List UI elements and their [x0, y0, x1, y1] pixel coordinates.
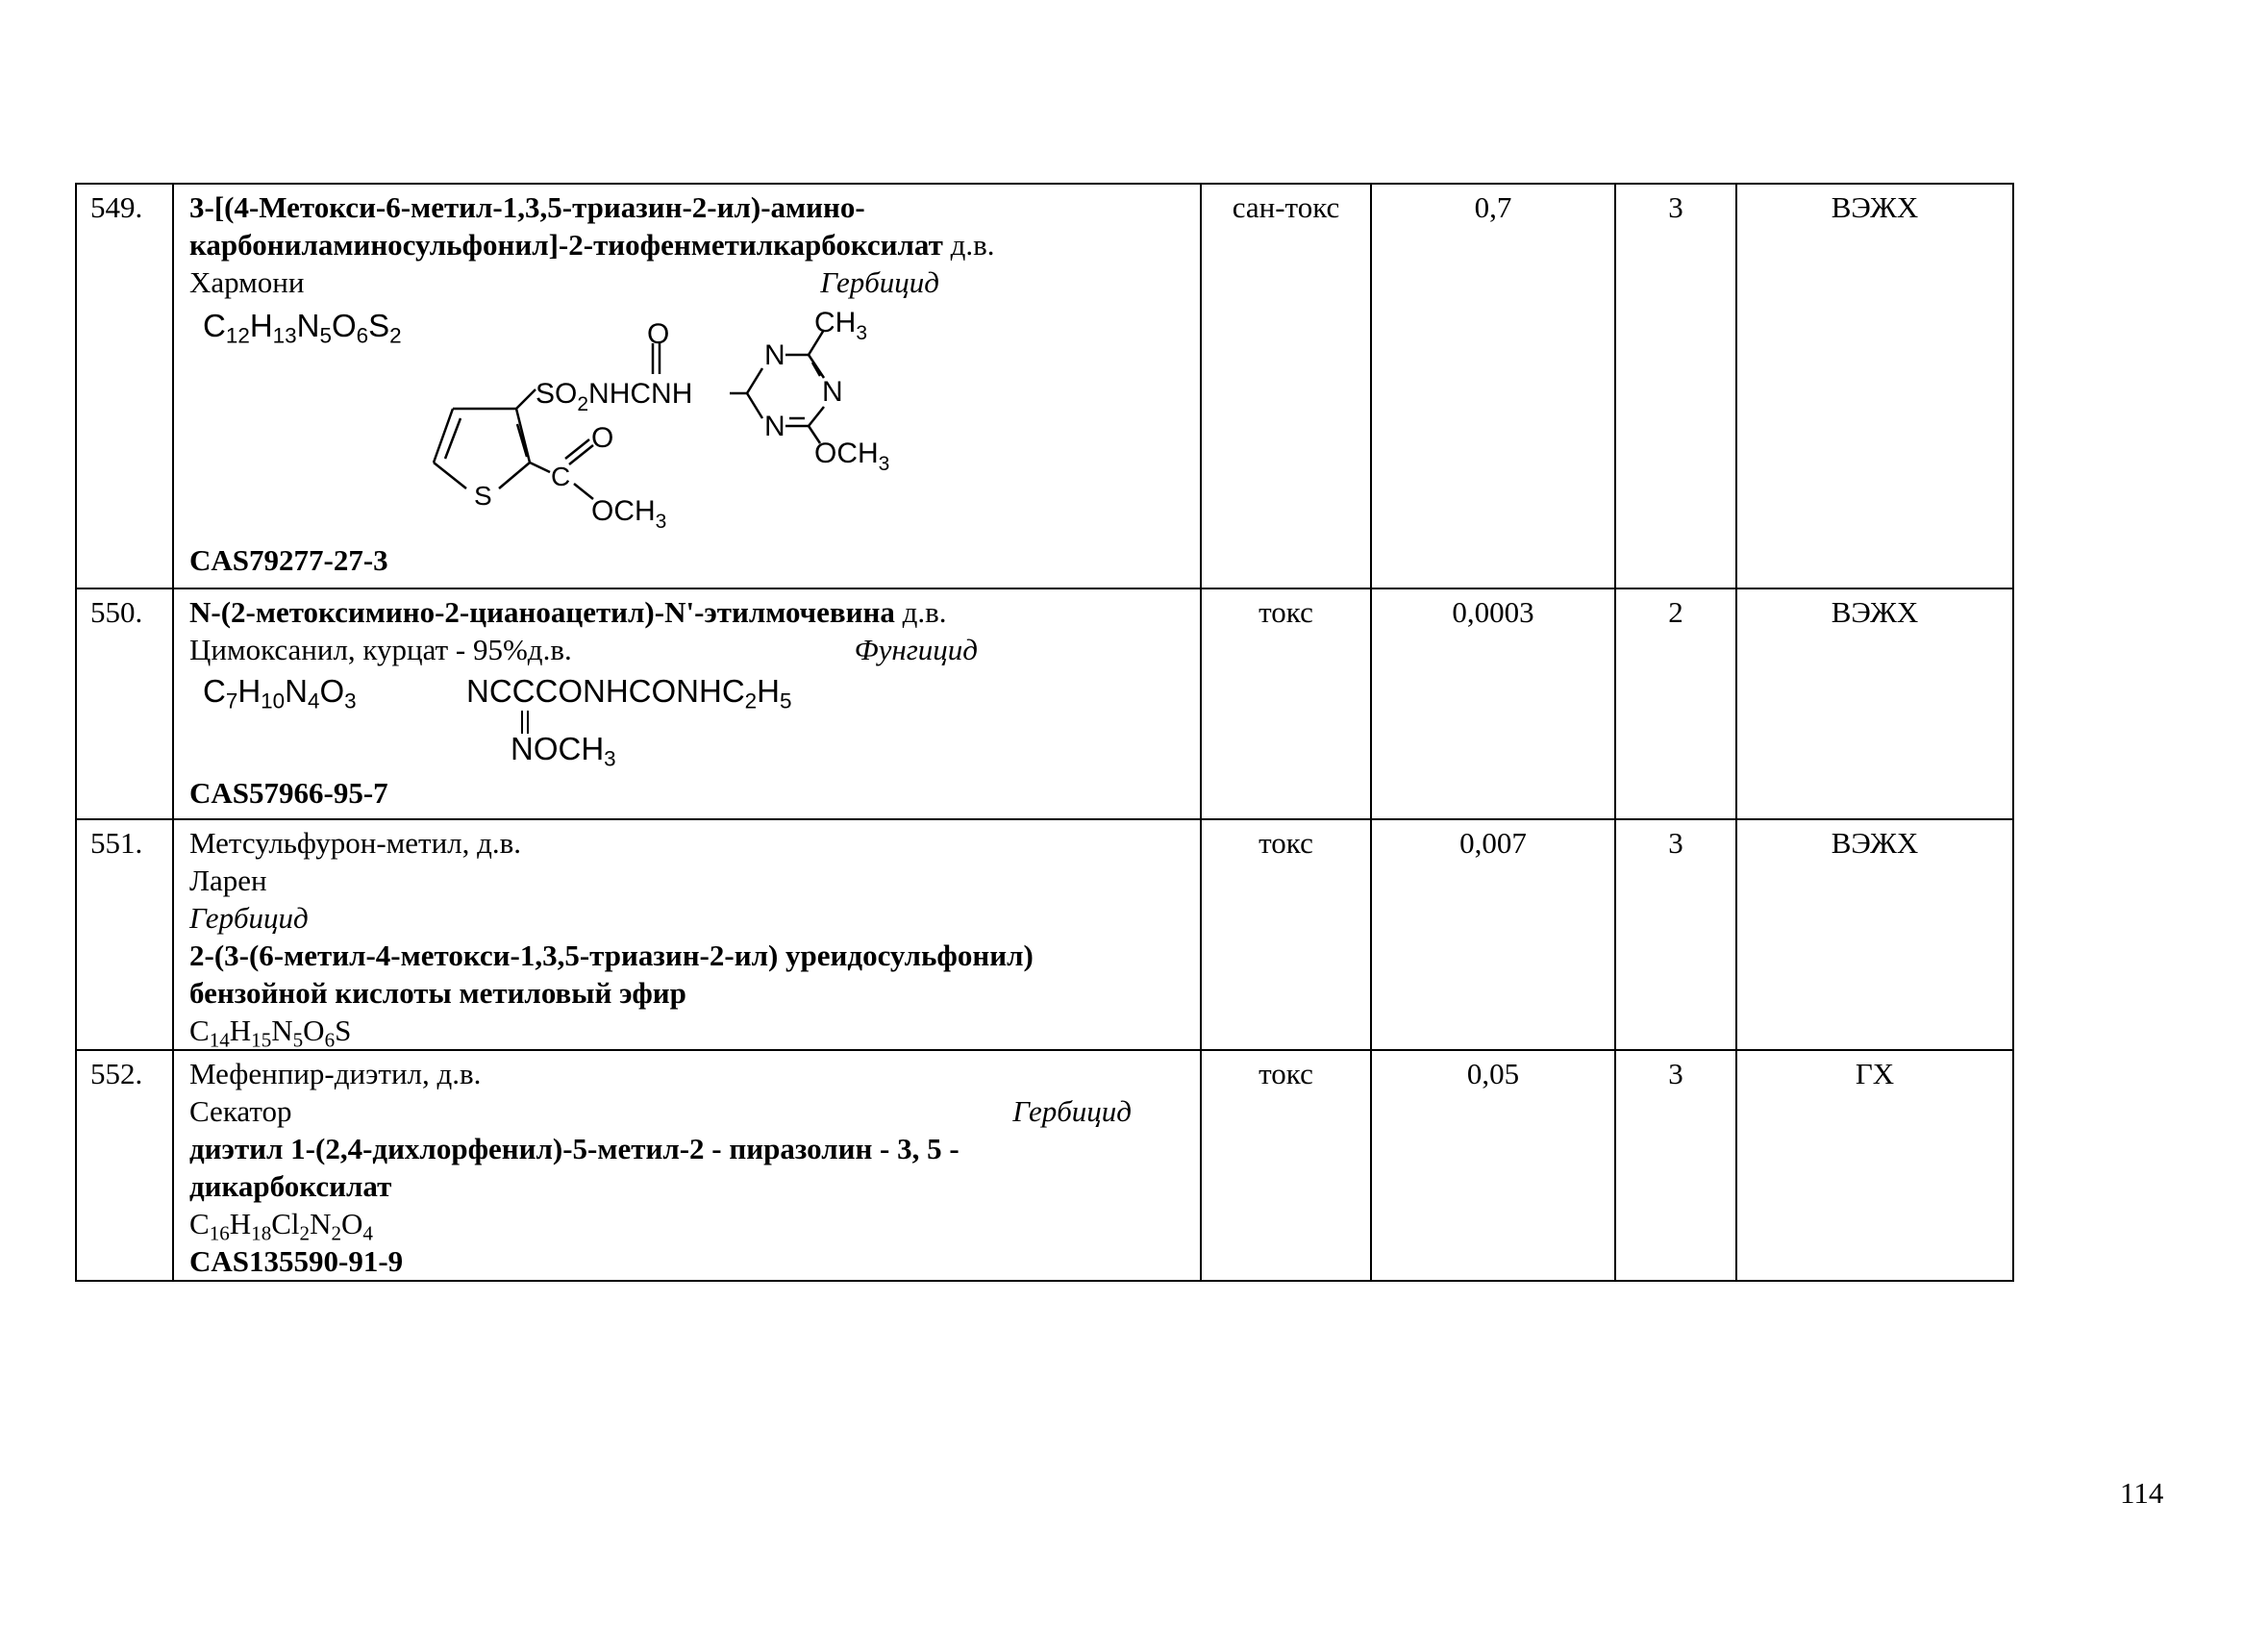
limit-value: 0,7 [1371, 184, 1615, 588]
trade-substance-name: Метсульфурон-метил, д.в. [189, 826, 522, 860]
trade-name: Хармони [189, 265, 305, 299]
substance-table [75, 183, 2014, 1282]
row-number: 550. [76, 588, 173, 819]
limit-value: 0,05 [1371, 1050, 1615, 1281]
active-substance-suffix: д.в. [942, 228, 995, 262]
substance-type: Гербицид [1012, 1094, 1132, 1128]
substance-cell [173, 819, 1201, 1050]
methoxy-label: $OCH_3$ [814, 438, 890, 475]
hazard-class: 3 [1615, 819, 1736, 1050]
triazine-n1-label: N [764, 339, 785, 371]
structural-formula [189, 301, 939, 541]
molecular-formula: $C_{14}H_{15}N_5O_6S$ [189, 1014, 352, 1052]
active-substance-suffix: д.в. [894, 595, 947, 629]
table-row [76, 588, 2013, 819]
cas-number: CAS57966-95-7 [189, 776, 388, 810]
methyl-label: $CH_3$ [814, 307, 868, 344]
chemical-name: N-(2-метоксимино-2-цианоацетил)-N'-этилмочевина [189, 595, 895, 629]
cas-number: CAS79277-27-3 [189, 543, 388, 577]
cas-number: CAS135590-91-9 [189, 1244, 404, 1278]
table-row [76, 819, 2013, 1050]
hazard-indicator: токс [1201, 588, 1371, 819]
substance-cell [173, 588, 1201, 819]
limit-value: 0,007 [1371, 819, 1615, 1050]
table-row [76, 184, 2013, 588]
oxime-group: $NOCH_3$ [511, 731, 616, 771]
molecular-formula: $C_7H_{10}N_4O_3$ [203, 673, 357, 713]
chemical-name: диэтил 1-(2,4-дихлорфенил)-5-метил-2 - пиразолин - 3, 5 - дикарбоксилат [189, 1132, 960, 1203]
trade-name: Цимоксанил, курцат - 95%д.в. [189, 633, 572, 666]
trade-name: Секатор [189, 1094, 292, 1128]
ester-carbon-label: C [551, 462, 571, 491]
row-number: 549. [76, 184, 173, 588]
hazard-indicator: сан-токс [1201, 184, 1371, 588]
analysis-method: ВЭЖХ [1736, 819, 2013, 1050]
hazard-class: 3 [1615, 1050, 1736, 1281]
hazard-class: 2 [1615, 588, 1736, 819]
analysis-method: ВЭЖХ [1736, 184, 2013, 588]
hazard-class: 3 [1615, 184, 1736, 588]
chemical-name: 3-[(4-Метокси-6-метил-1,3,5-триазин-2-ил)-амино-карбониламиносульфонил]-2-тиофенметилкарбоксилат [189, 190, 943, 262]
trade-substance-name: Мефенпир-диэтил, д.в. [189, 1057, 482, 1090]
row-number: 551. [76, 819, 173, 1050]
ester-methoxy-label: $OCH_3$ [591, 495, 667, 533]
trade-name: Ларен [189, 864, 267, 897]
molecular-formula: $C_{16}H_{18}Cl_2N_2O_4$ [189, 1207, 373, 1245]
structure-area [189, 301, 1190, 541]
triazine-n3-label: N [764, 411, 785, 442]
row-number: 552. [76, 1050, 173, 1281]
urea-oxygen-label: O [647, 318, 670, 350]
substance-cell [173, 1050, 1201, 1281]
substance-type: Фунгицид [854, 633, 978, 666]
triazine-n2-label: N [822, 376, 843, 408]
substance-type: Гербицид [189, 901, 309, 935]
hazard-indicator: токс [1201, 819, 1371, 1050]
chemical-name: 2-(3-(6-метил-4-метокси-1,3,5-триазин-2-ил) уреидосульфонил) бензойной кислоты метиловый эфир [189, 939, 1034, 1010]
table-row [76, 1050, 2013, 1281]
structure-area [189, 668, 1190, 774]
page-number: 114 [2120, 1476, 2164, 1510]
thiophene-sulfur-label: S [474, 481, 492, 511]
substance-type: Гербицид [820, 265, 939, 299]
limit-value: 0,0003 [1371, 588, 1615, 819]
substance-cell [173, 184, 1201, 588]
analysis-method: ВЭЖХ [1736, 588, 2013, 819]
hazard-indicator: токс [1201, 1050, 1371, 1281]
analysis-method: ГХ [1736, 1050, 2013, 1281]
ester-oxygen-label: O [591, 422, 614, 454]
sulfonyl-label: $SO_2NHCNH$ [536, 378, 693, 415]
molecular-formula: $C_{12}H_{13}N_5O_6S_2$ [203, 308, 402, 348]
structural-formula-line: $NCCCONHCONHC_2H_5$ [466, 673, 792, 713]
